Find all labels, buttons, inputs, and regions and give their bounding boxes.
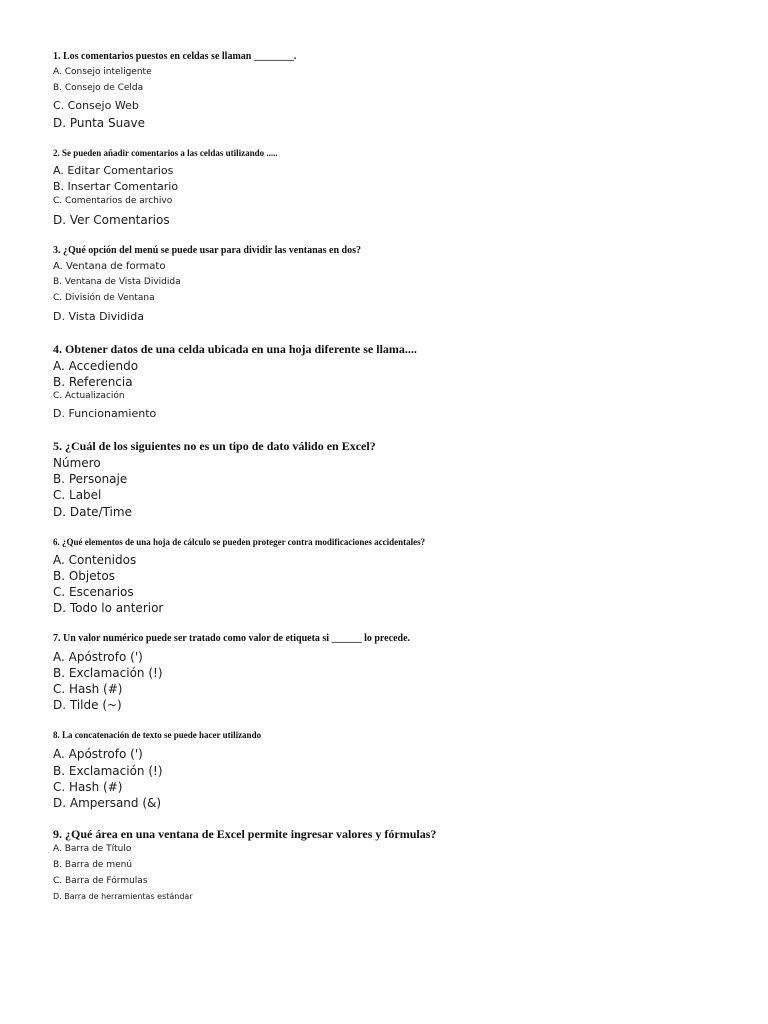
question-1-option-a: A. Consejo inteligente	[53, 67, 152, 77]
question-7-option-d: D. Tilde (~)	[53, 698, 122, 712]
question-4-option-c: C. Actualización	[53, 391, 125, 401]
question-7-option-a: A. Apóstrofo (')	[53, 650, 143, 664]
question-5-option-a: Número	[53, 456, 101, 470]
question-5-option-d: D. Date/Time	[53, 505, 132, 519]
question-9-text: 9. ¿Qué área en una ventana de Excel permite ingresar valores y fórmulas?	[53, 827, 437, 841]
question-6-option-a: A. Contenidos	[53, 553, 137, 567]
question-7-option-b: B. Exclamación (!)	[53, 666, 163, 680]
question-3-option-b: B. Ventana de Vista Dividida	[53, 277, 181, 287]
question-6-text: 6. ¿Qué elementos de una hoja de cálculo se pueden proteger contra modificaciones accidentales?	[53, 537, 426, 547]
question-3-text: 3. ¿Qué opción del menú se puede usar para dividir las ventanas en dos?	[53, 245, 362, 256]
question-1-option-d: D. Punta Suave	[53, 116, 146, 130]
question-4-option-d: D. Funcionamiento	[53, 407, 157, 420]
question-1-text: 1. Los comentarios puestos en celdas se llaman ________.	[53, 51, 297, 62]
question-9-option-c: C. Barra de Fórmulas	[53, 876, 148, 886]
question-9-option-b: B. Barra de menú	[53, 860, 133, 870]
question-8-text: 8. La concatenación de texto se puede hacer utilizando	[53, 730, 262, 740]
question-9-option-d: D. Barra de herramientas estándar	[53, 892, 193, 901]
question-9-option-a: A. Barra de Título	[53, 844, 132, 854]
question-8-option-a: A. Apóstrofo (')	[53, 747, 143, 761]
question-4-option-b: B. Referencia	[53, 375, 133, 389]
question-5-option-b: B. Personaje	[53, 472, 128, 486]
question-2-option-d: D. Ver Comentarios	[53, 213, 170, 227]
question-2-text: 2. Se pueden añadir comentarios a las celdas utilizando .....	[53, 148, 278, 158]
question-2-option-c: C. Comentarios de archivo	[53, 196, 173, 206]
question-6-option-b: B. Objetos	[53, 569, 115, 583]
question-1-option-c: C. Consejo Web	[53, 99, 139, 112]
question-3-option-d: D. Vista Dividida	[53, 310, 144, 323]
question-7-option-c: C. Hash (#)	[53, 682, 123, 696]
question-3-option-c: C. División de Ventana	[53, 293, 155, 303]
question-4-option-a: A. Accediendo	[53, 359, 139, 373]
question-6-option-c: C. Escenarios	[53, 585, 134, 599]
question-8-option-d: D. Ampersand (&)	[53, 796, 162, 810]
question-8-option-c: C. Hash (#)	[53, 780, 123, 794]
question-2-option-a: A. Editar Comentarios	[53, 164, 174, 177]
question-2-option-b: B. Insertar Comentario	[53, 180, 179, 193]
question-3-option-a: A. Ventana de formato	[53, 261, 166, 272]
question-4-text: 4. Obtener datos de una celda ubicada en una hoja diferente se llama....	[53, 342, 417, 356]
question-8-option-b: B. Exclamación (!)	[53, 764, 163, 778]
question-1-option-b: B. Consejo de Celda	[53, 83, 144, 93]
question-7-text: 7. Un valor numérico puede ser tratado como valor de etiqueta si ______ lo precede.	[53, 633, 411, 644]
question-5-option-c: C. Label	[53, 488, 102, 502]
question-5-text: 5. ¿Cuál de los siguientes no es un tipo de dato válido en Excel?	[53, 439, 376, 453]
question-6-option-d: D. Todo lo anterior	[53, 601, 164, 615]
